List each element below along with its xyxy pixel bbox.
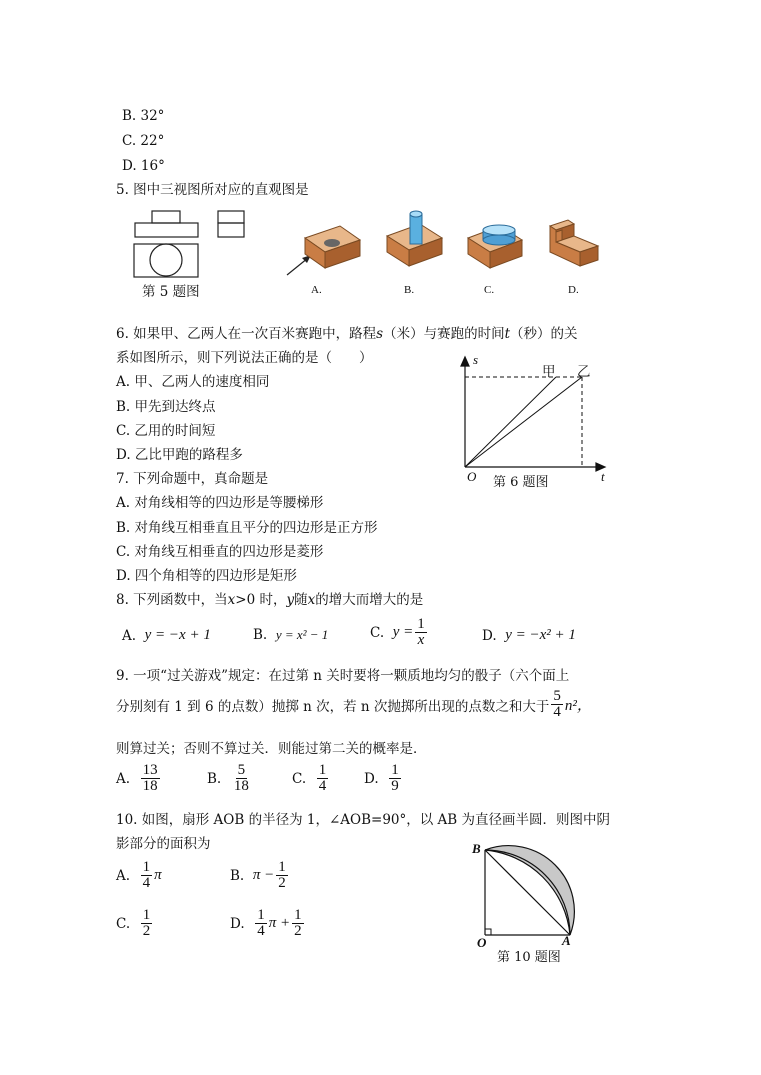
q6-caption: 第 6 题图 [493,475,549,490]
q10-option-a: A. $\frac{1}{4}$ π [116,859,162,891]
q4-option-d: D. 16° [122,158,165,174]
q6-stem-line2: 系如图所示，则下列说法正确的是（ ） [116,350,373,366]
q8-option-c: C. y = $\frac{1}{x}$ [370,616,425,648]
q5-choice-a: A. [311,284,322,296]
q7-option-a: A. 对角线相等的四边形是等腰梯形 [116,495,324,511]
q10-option-c: C. $\frac{1}{2}$ [116,907,151,939]
q6-label-jia: 甲 [542,364,556,380]
q10-label-o: O [477,935,487,950]
q6-option-b: B. 甲先到达终点 [116,399,216,415]
q8-option-d: D. y = −x² + 1 [482,627,576,644]
q6-axis-s: s [473,352,479,367]
q6-origin-o: O [467,469,477,484]
q8-stem: 8. 下列函数中，当x>0 时，y随x的增大而增大的是 [116,592,424,608]
q5-choice-d: D. [568,284,579,296]
q6-option-a: A. 甲、乙两人的速度相同 [116,374,270,390]
q6-option-c: C. 乙用的时间短 [116,423,216,439]
q5-choice-b: B. [404,284,415,296]
q6-stem-line1: 6. 如果甲、乙两人在一次百米赛跑中，路程s（米）与赛跑的时间t（秒）的关 [116,326,578,342]
q10-line1: 10. 如图，扇形 AOB 的半径为 1，∠AOB=90°，以 AB 为直径画半圆．则图中阴 [116,812,611,828]
q7-option-c: C. 对角线互相垂直的四边形是菱形 [116,544,324,560]
q7-stem: 7. 下列命题中，真命题是 [116,471,269,487]
q4-option-b: B. 32° [122,108,165,124]
q9-option-a: A. $\frac{13}{18}$ [116,762,158,794]
q8-option-a: A. y = −x + 1 [122,627,211,644]
q7-option-d: D. 四个角相等的四边形是矩形 [116,568,297,584]
q5-choice-c: C. [484,284,495,296]
q9-option-d: D. $\frac{1}{9}$ [364,762,399,794]
q10-line2: 影部分的面积为 [116,836,211,852]
q5-caption: 第 5 题图 [142,284,200,300]
q9-line3: 则算过关；否则不算过关．则能过第二关的概率是． [116,741,427,757]
q9-option-b: B. $\frac{5}{18}$ [207,762,249,794]
q4-option-c: C. 22° [122,133,165,149]
q6-option-d: D. 乙比甲跑的路程多 [116,447,243,463]
q10-option-d: D. $\frac{1}{4}$ π + $\frac{1}{2}$ [230,907,302,939]
q8-option-b: B. y = x² − 1 [253,627,329,643]
q5-stem: 5. 图中三视图所对应的直观图是 [116,182,309,198]
q10-caption: 第 10 题图 [497,950,561,965]
q10-label-b: B [472,841,481,856]
q7-option-b: B. 对角线互相垂直且平分的四边形是正方形 [116,520,378,536]
q10-label-a: A [562,933,571,948]
q9-option-c: C. $\frac{1}{4}$ [292,762,327,794]
q9-line1: 9. 一项“过关游戏”规定：在过第 n 关时要将一颗质地均匀的骰子（六个面上 [116,668,570,684]
q6-label-yi: 乙 [577,364,591,380]
q9-line2: 分别刻有 1 到 6 的点数）抛掷 n 次，若 n 次抛掷所出现的点数之和大于 $\frac{5}{4}$ n²， [116,688,592,720]
q6-axis-t: t [601,469,605,484]
q10-option-b: B. π − $\frac{1}{2}$ [230,859,286,891]
